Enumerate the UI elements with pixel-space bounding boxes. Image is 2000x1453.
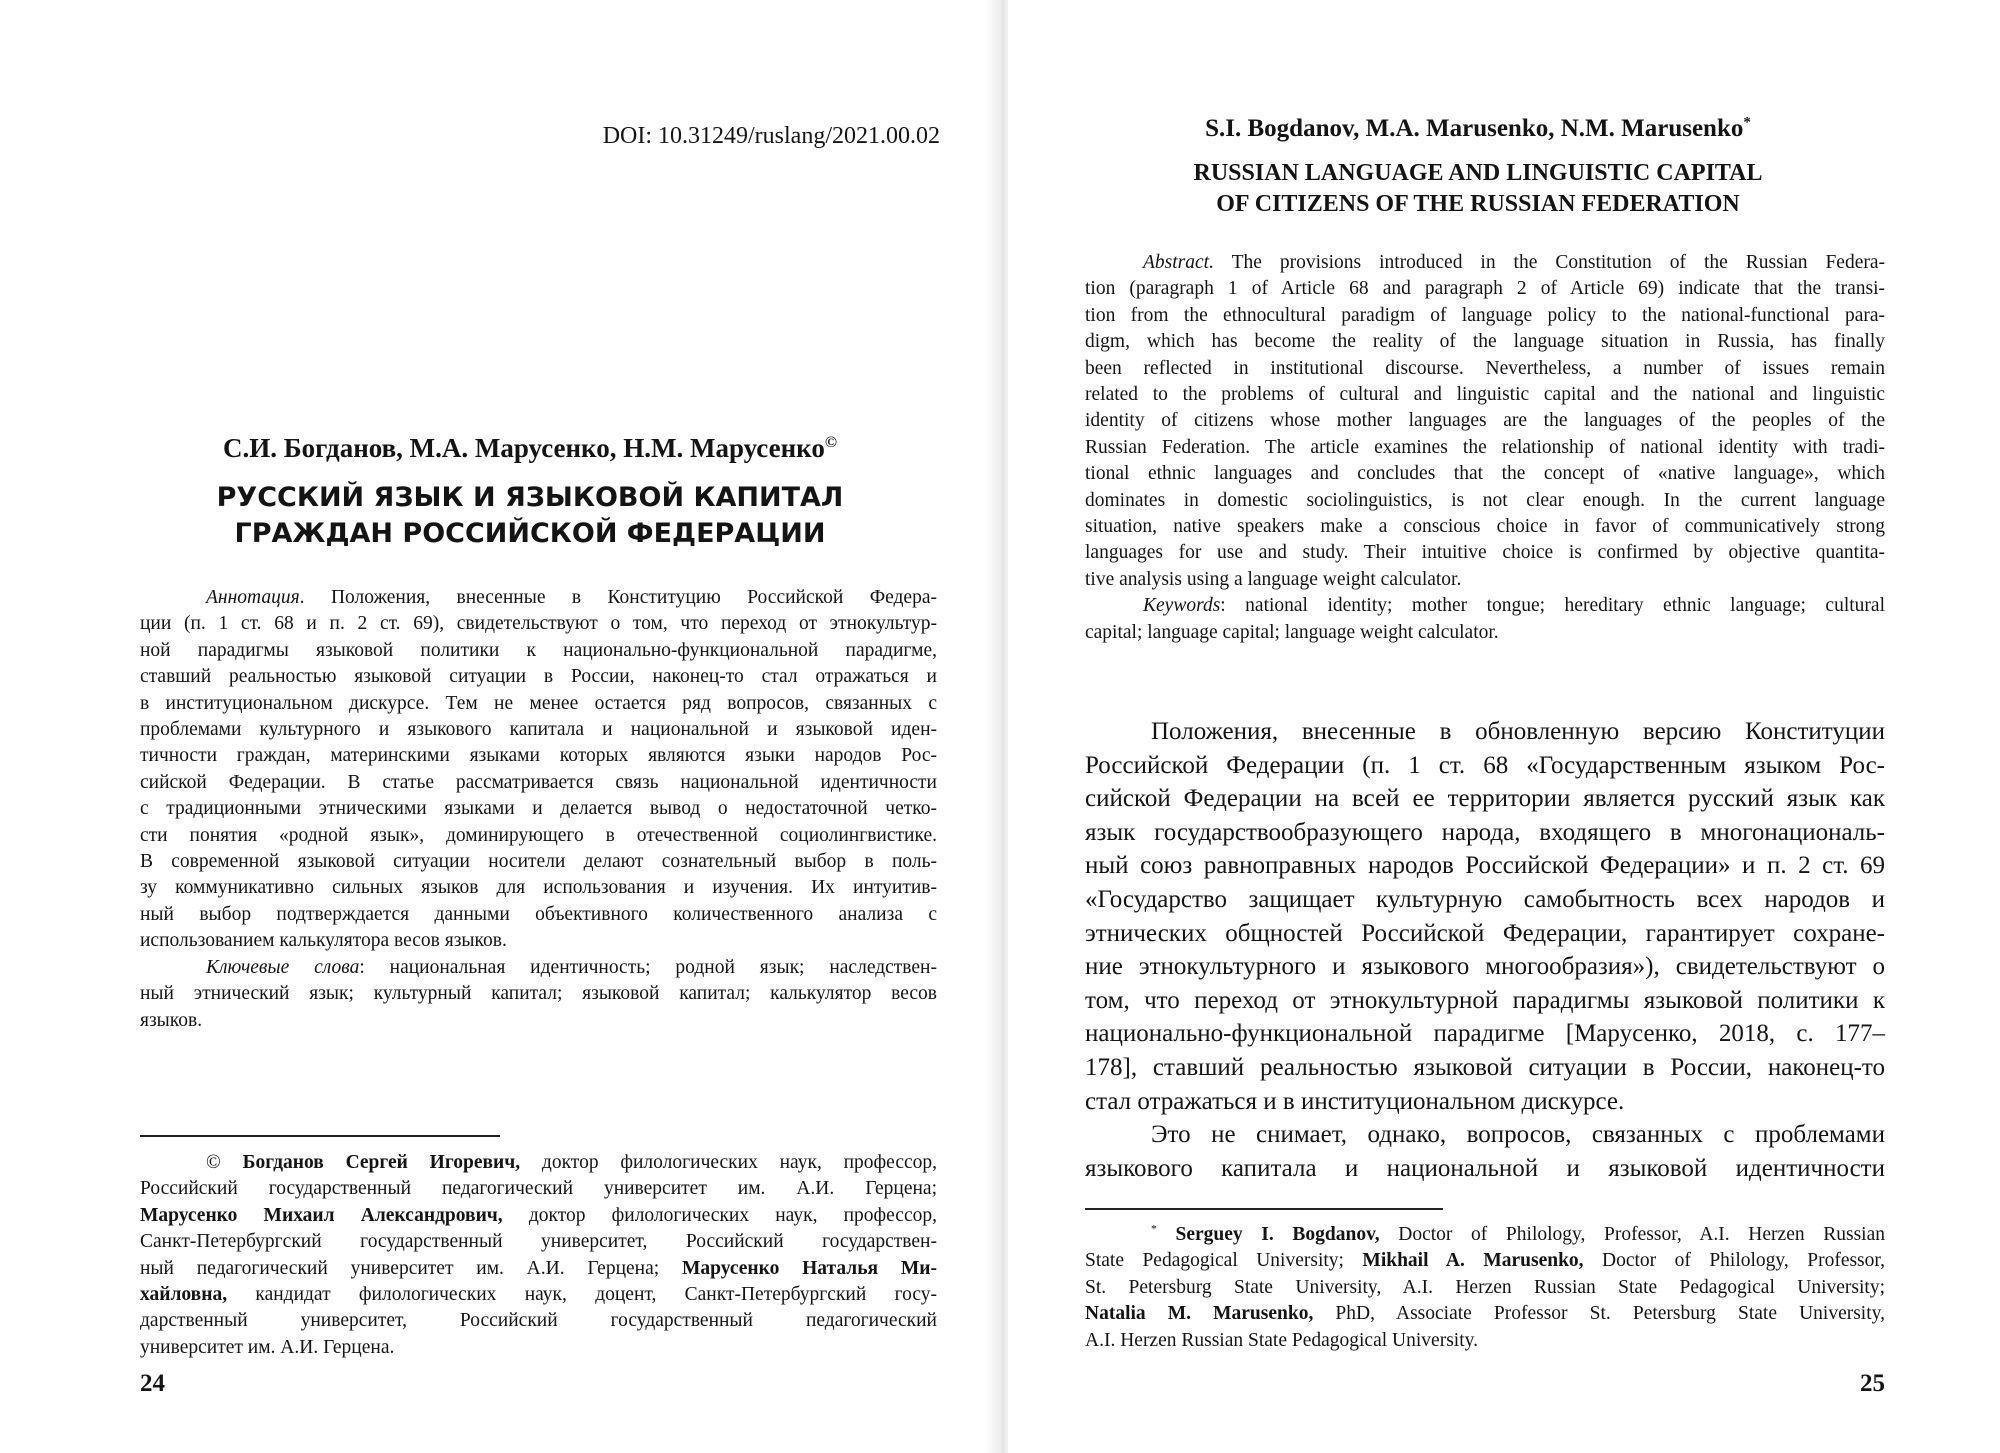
abstract-line: проблемами культурного и языкового капитала и национальной и языковой иден-: [140, 719, 937, 741]
body-line: этнических общностей Российской Федерации, гарантирует сохране-: [1085, 919, 1885, 947]
footnote-en: [1085, 1222, 1885, 1354]
abstract-line: В современной языковой ситуации носители делают сознательный выбор в поль-: [140, 851, 937, 873]
abstract-en: [1085, 250, 1885, 646]
abstract-label: Abstract.: [1143, 252, 1214, 273]
footnote-ru: [140, 1150, 937, 1361]
body-line: ный союз равноправных народов Российской Федерации» и п. 2 ст. 69: [1085, 852, 1885, 880]
article-authors-en: [1088, 115, 1868, 143]
footnote-line: St. Petersburg State University, A.I. Herzen Russian State Pedagogical University;: [1085, 1276, 1885, 1298]
footnote-mark: ©: [206, 1152, 221, 1173]
body-line: ние этнокультурного и языкового многообразия»), свидетельствуют о: [1085, 953, 1885, 981]
page-number-left: 24: [140, 1370, 165, 1397]
footnote-line: Natalia M. Marusenko, PhD, Associate Professor St. Petersburg State University,: [1085, 1303, 1886, 1325]
abstract-line: ной парадигмы языковой политики к национально-функциональной парадигме,: [140, 639, 937, 661]
abstract-ru: [140, 585, 937, 1034]
body-line: национально-функциональной парадигме [Марусенко, 2018, с. 177–: [1085, 1020, 1885, 1048]
abstract-line: ставший реальностью языковой ситуации в России, наконец-то стал отражаться и: [140, 666, 937, 688]
title-line: ГРАЖДАН РОССИЙСКОЙ ФЕДЕРАЦИИ: [234, 518, 826, 549]
abstract-line: Russian Federation. The article examines the relationship of national identity with tradi-: [1085, 436, 1885, 458]
footnote-line: Российский государственный педагогический университет им. А.И. Герцена;: [140, 1178, 937, 1200]
abstract-line: сти понятия «родной язык», доминирующего в отечественной социолингвистике.: [140, 824, 937, 846]
body-text: [1085, 715, 1885, 1185]
keywords-line: ный этнический язык; культурный капитал; языковой капитал; калькулятор весов: [140, 983, 937, 1005]
abstract-line: с традиционными этническими языками и делается вывод о недостаточной четко-: [140, 798, 937, 820]
abstract-line: dominates in domestic sociolinguistics, is not clear enough. In the current language: [1085, 489, 1885, 511]
abstract-line: Аннотация. Положения, внесенные в Конституцию Российской Федера-: [206, 587, 937, 608]
footnote-line: Марусенко Михаил Александрович, доктор филологических наук, профессор,: [140, 1204, 937, 1226]
footnote-line: дарственный университет, Российский государственный педагогический: [140, 1310, 937, 1332]
abstract-line: been reflected in institutional discourse. Nevertheless, a number of issues remain: [1085, 357, 1885, 379]
article-title-ru: [120, 480, 940, 552]
footnote-line: A.I. Herzen Russian State Pedagogical University.: [1085, 1329, 1478, 1351]
footnote-divider: [1085, 1208, 1443, 1210]
article-title-en: [1088, 158, 1868, 220]
footnote-divider: [140, 1135, 500, 1137]
footnote-line: хайловна, кандидат филологических наук, доцент, Санкт-Петербургский госу-: [140, 1284, 937, 1306]
abstract-line: tion (paragraph 1 of Article 68 and paragraph 2 of Article 69) indicate that the transi-: [1085, 278, 1885, 300]
footnote-mark: *: [1151, 1222, 1157, 1236]
abstract-line: tional ethnic languages and concludes that the concept of «native language», which: [1085, 463, 1885, 485]
right-page: [1008, 0, 2000, 1453]
body-line: 178], ставший реальностью языковой ситуации в России, наконец-то: [1085, 1053, 1885, 1081]
footnote-line: ный педагогический университет им. А.И. Герцена; Марусенко Наталья Ми-: [140, 1257, 937, 1279]
authors-text: S.I. Bogdanov, M.A. Marusenko, N.M. Marusenko: [1205, 115, 1744, 142]
article-authors-ru: [120, 433, 940, 464]
footnote-line: университет им. А.И. Герцена.: [140, 1336, 395, 1358]
abstract-line: situation, native speakers make a conscious choice in favor of communicatively strong: [1085, 516, 1885, 538]
footnote-line: © Богданов Сергей Игоревич, доктор филологических наук, профессор,: [206, 1152, 938, 1173]
abstract-line: tion from the ethnocultural paradigm of language policy to the national-functional para-: [1085, 304, 1885, 326]
footnote-line: * Serguey I. Bogdanov, Doctor of Philology, Professor, A.I. Herzen Russian: [1151, 1222, 1885, 1245]
body-line: сийской Федерации на всей ее территории является русский язык как: [1085, 785, 1885, 813]
body-line: языкового капитала и национальной и языковой идентичности: [1085, 1154, 1885, 1182]
title-line: OF CITIZENS OF THE RUSSIAN FEDERATION: [1216, 191, 1740, 217]
keywords-label: Keywords: [1143, 595, 1221, 617]
page-number-right: 25: [1860, 1370, 1885, 1397]
abstract-line: в институциональном дискурсе. Тем не менее остается ряд вопросов, связанных с: [140, 692, 937, 714]
abstract-line: Abstract. The provisions introduced in the Constitution of the Russian Federa-: [1143, 252, 1885, 273]
keywords-line: языков.: [140, 1009, 203, 1031]
abstract-line: использованием калькулятора весов языков.: [140, 930, 507, 952]
abstract-line: тичности граждан, материнскими языками которых являются языки народов Рос-: [140, 745, 937, 767]
authors-text: С.И. Богданов, М.А. Марусенко, Н.М. Марусенко: [223, 433, 825, 463]
keywords-line: capital; language capital; language weight calculator.: [1085, 621, 1499, 643]
body-line: Российской Федерации (п. 1 ст. 68 «Государственным языком Рос-: [1085, 751, 1885, 779]
left-page: [0, 0, 995, 1453]
abstract-line: ный выбор подтверждается данными объективного количественного анализа с: [140, 903, 937, 925]
keywords-label: Ключевые слова: [206, 956, 360, 978]
abstract-line: identity of citizens whose mother languages are the languages of the peoples of the: [1085, 410, 1885, 432]
keywords-line: Ключевые слова: национальная идентичность; родной язык; наследствен-: [206, 956, 937, 978]
body-line: Это не снимает, однако, вопросов, связанных с проблемами: [1151, 1121, 1885, 1149]
abstract-line: сийской Федерации. В статье рассматривается связь национальной идентичности: [140, 771, 937, 793]
abstract-line: digm, which has become the reality of the language situation in Russia, has finally: [1085, 331, 1885, 353]
footnote-line: State Pedagogical University; Mikhail A. Marusenko, Doctor of Philology, Professor,: [1085, 1250, 1885, 1272]
abstract-line: ции (п. 1 ст. 68 и п. 2 ст. 69), свидетельствуют о том, что переход от этнокультур-: [140, 613, 937, 635]
title-line: RUSSIAN LANGUAGE AND LINGUISTIC CAPITAL: [1193, 160, 1763, 186]
abstract-line: зу коммуникативно сильных языков для использования и изучения. Их интуитив-: [140, 877, 937, 899]
doi: DOI: 10.31249/ruslang/2021.00.02: [602, 123, 940, 149]
abstract-line: languages for use and study. Their intuitive choice is confirmed by objective quantita-: [1085, 542, 1885, 564]
body-line: язык государствообразующего народа, входящего в многонациональ-: [1085, 818, 1885, 846]
body-line: Положения, внесенные в обновленную версию Конституции: [1151, 718, 1885, 745]
body-line: стал отражаться и в институциональном дискурсе.: [1085, 1087, 1625, 1115]
title-line: РУССКИЙ ЯЗЫК И ЯЗЫКОВОЙ КАПИТАЛ: [216, 482, 844, 513]
copyright-mark: ©: [824, 433, 837, 451]
abstract-line: related to the problems of cultural and linguistic capital and the national and linguistic: [1085, 384, 1885, 406]
body-line: том, что переход от этнокультурной парадигмы языковой политики к: [1085, 986, 1885, 1014]
abstract-line: tive analysis using a language weight calculator.: [1085, 568, 1462, 590]
keywords-line: Keywords: national identity; mother tongue; hereditary ethnic language; cultural: [1143, 595, 1885, 617]
footnote-line: Санкт-Петербургский государственный университет, Российский государствен-: [140, 1231, 937, 1253]
body-line: «Государство защищает культурную самобытность всех народов и: [1085, 885, 1885, 913]
author-mark: *: [1743, 114, 1751, 131]
abstract-label: Аннотация: [206, 587, 300, 608]
